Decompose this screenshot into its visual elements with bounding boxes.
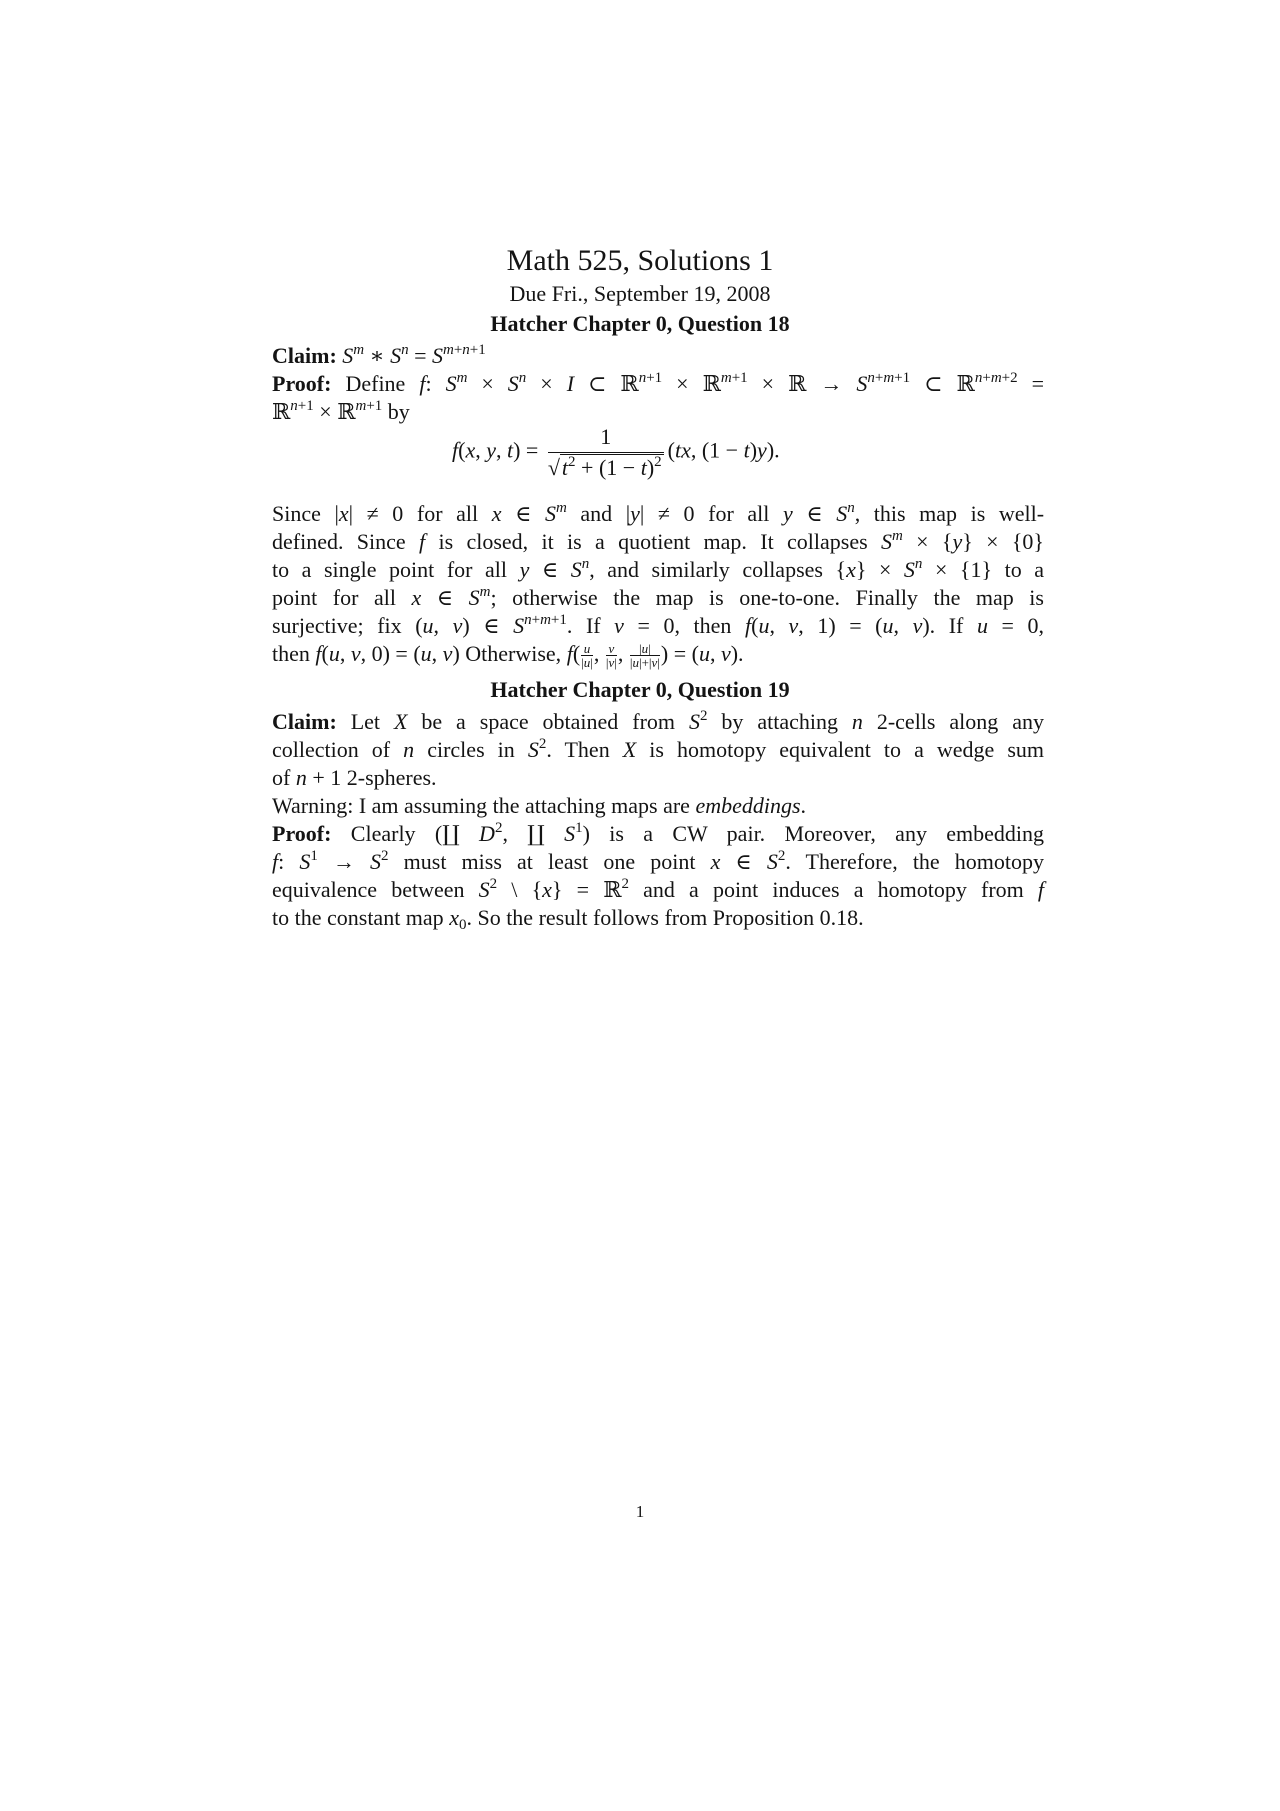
- document-title: Math 525, Solutions 1: [506, 244, 774, 277]
- section-heading-q19: Hatcher Chapter 0, Question 19: [490, 677, 790, 702]
- q18-proof-line-2: ℝ$^{n+1}$ × ℝ$^{m+1}$ by: [272, 398, 410, 425]
- section-heading-q18: Hatcher Chapter 0, Question 18: [490, 311, 790, 336]
- q19-body: Claim: Let X be a space obtained from $S^2$ by attaching n 2-cells along any collection of n circles in $S^2$. Then X is homotopy equivalent to a wedge sum of n + 1 2-spheres. Warning: I am assuming the attaching maps are embeddings. Proof: Clearly (∐ $D^2$, ∐ $S^1$) is a CW pair. Moreover, any embedding f: $S^1 \to S^2$ must miss at least one point x ∈ $S^2$. Therefore, the homotopy equivalence between $S^2$ \ {x} = ℝ$^2$ and a point induces a homotopy from f to the constant map $x_0$. So the result follows from Proposition 0.18.: [272, 708, 1045, 933]
- q18-body: [272, 342, 1044, 426]
- q18-paragraph: Since |x| ≠ 0 for all x ∈ $S^m$ and |y| ≠ 0 for all y ∈ $S^n$, this map is well- defined. Since f is closed, it is a quotient map. It collapses $S^m \times \{y\} \times \{0\}$ to a single point for all y ∈ $S^n$, and similarly collapses $\{x\} \times S^n \times \{1\}$ to a point for all x ∈ $S^m$; otherwise the map is one-to-one. Finally the map is surjective; fix (u, v) ∈ $S^{n+m+1}$. If v = 0, then f(u, v, 1) = (u, v). If u = 0, then f(u, v, 0) = (u, v) Otherwise, f( $\frac{u}{|u|}$ , $\frac{v}{|v|}$ , $\frac{|u|}{|u|+|v|}$ ) = (u, v).: [272, 500, 1045, 671]
- q18-claim: Claim: $S^m$ ∗ $S^n = S^{m+n+1}$: [272, 342, 486, 368]
- due-date: Due Fri., September 19, 2008: [509, 281, 771, 306]
- page-number: 1: [635, 1502, 645, 1521]
- q18-proof-line-1: Proof: Define f: $S^m \times S^n \times I$ ⊂ ℝ$^{n+1}$ × ℝ$^{m+1}$ × ℝ → $S^{n+m+1}$ ⊂ ℝ$^{n+m+2}$ =: [272, 370, 1045, 397]
- display-equation: f(x, y, t) = $\frac{1}{√t^2 + (1 - t)^2}$ (tx, (1 − t)y).: [452, 424, 780, 480]
